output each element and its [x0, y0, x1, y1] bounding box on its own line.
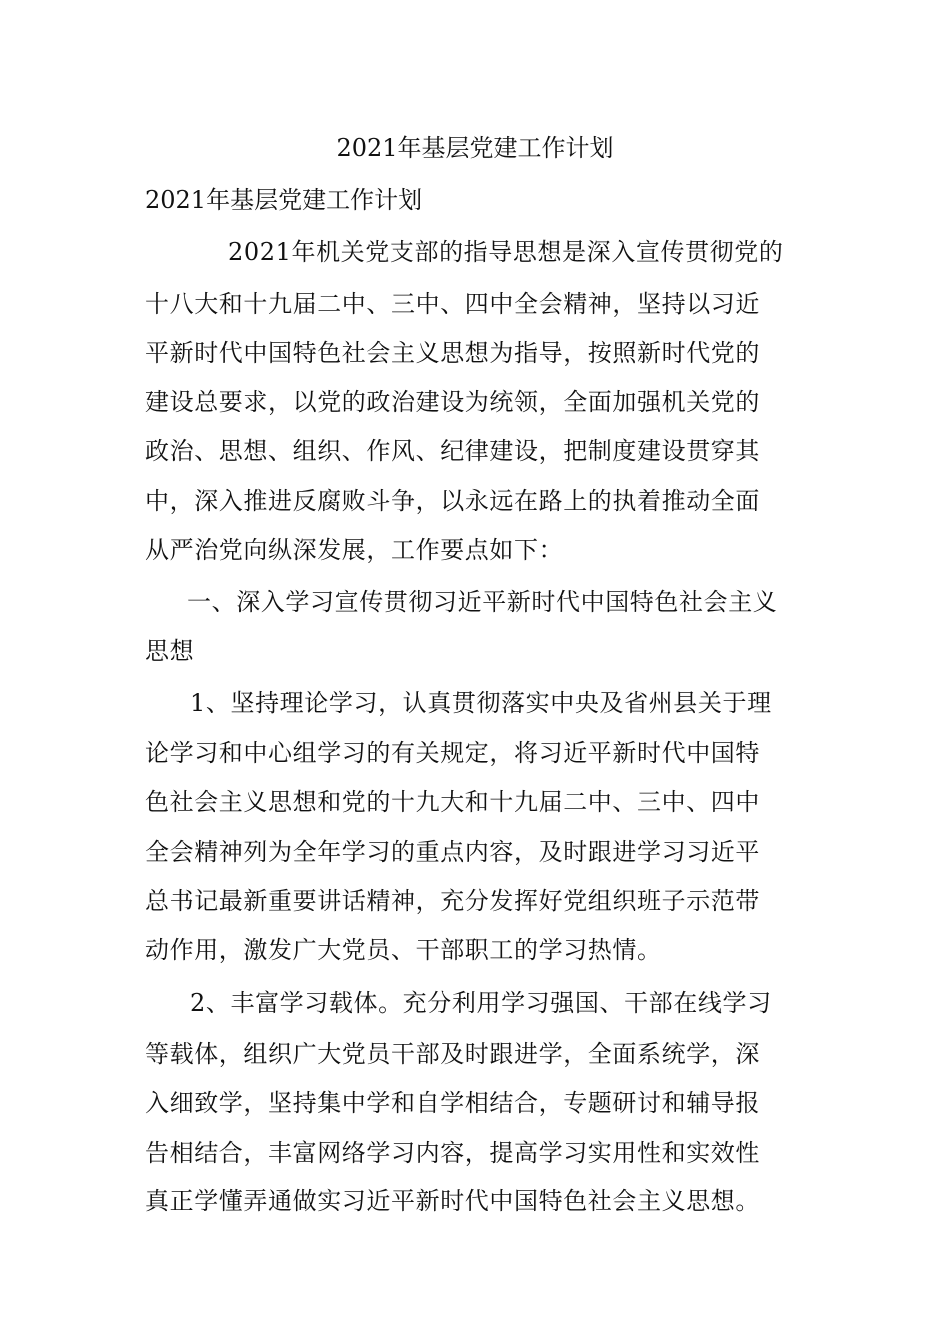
paragraph-line: 告相结合，丰富网络学习内容，提高学习实用性和实效性 [145, 1139, 760, 1167]
paragraph-line: 从严治党向纵深发展，工作要点如下： [145, 536, 564, 564]
paragraph-line: 中，深入推进反腐败斗争，以永远在路上的执着推动全面 [145, 487, 760, 515]
section-heading-line: 一、深入学习宣传贯彻习近平新时代中国特色社会主义 [187, 588, 778, 616]
paragraph-line: 1、坚持理论学习，认真贯彻落实中央及省州县关于理 [190, 689, 772, 717]
paragraph-line: 2021年机关党支部的指导思想是深入宣传贯彻党的 [228, 238, 784, 266]
document-title: 2021年基层党建工作计划 [336, 134, 614, 162]
paragraph-line: 论学习和中心组学习的有关规定，将习近平新时代中国特 [145, 739, 760, 767]
paragraph-line: 全会精神列为全年学习的重点内容，及时跟进学习习近平 [145, 838, 760, 866]
paragraph-line: 真正学懂弄通做实习近平新时代中国特色社会主义思想。 [145, 1187, 760, 1215]
document-subtitle: 2021年基层党建工作计划 [145, 186, 423, 214]
paragraph-line: 十八大和十九届二中、三中、四中全会精神，坚持以习近 [145, 290, 760, 318]
paragraph-line: 政治、思想、组织、作风、纪律建设，把制度建设贯穿其 [145, 437, 760, 465]
paragraph-line: 平新时代中国特色社会主义思想为指导，按照新时代党的 [145, 339, 760, 367]
paragraph-line: 色社会主义思想和党的十九大和十九届二中、三中、四中 [145, 788, 760, 816]
paragraph-line: 2、丰富学习载体。充分利用学习强国、干部在线学习 [190, 989, 772, 1017]
paragraph-line: 建设总要求，以党的政治建设为统领，全面加强机关党的 [145, 388, 760, 416]
paragraph-line: 动作用，激发广大党员、干部职工的学习热情。 [145, 936, 662, 964]
paragraph-line: 入细致学，坚持集中学和自学相结合，专题研讨和辅导报 [145, 1089, 760, 1117]
paragraph-line: 等载体，组织广大党员干部及时跟进学，全面系统学，深 [145, 1040, 760, 1068]
paragraph-line: 总书记最新重要讲话精神，充分发挥好党组织班子示范带 [145, 887, 760, 915]
section-heading-line: 思想 [145, 637, 195, 665]
